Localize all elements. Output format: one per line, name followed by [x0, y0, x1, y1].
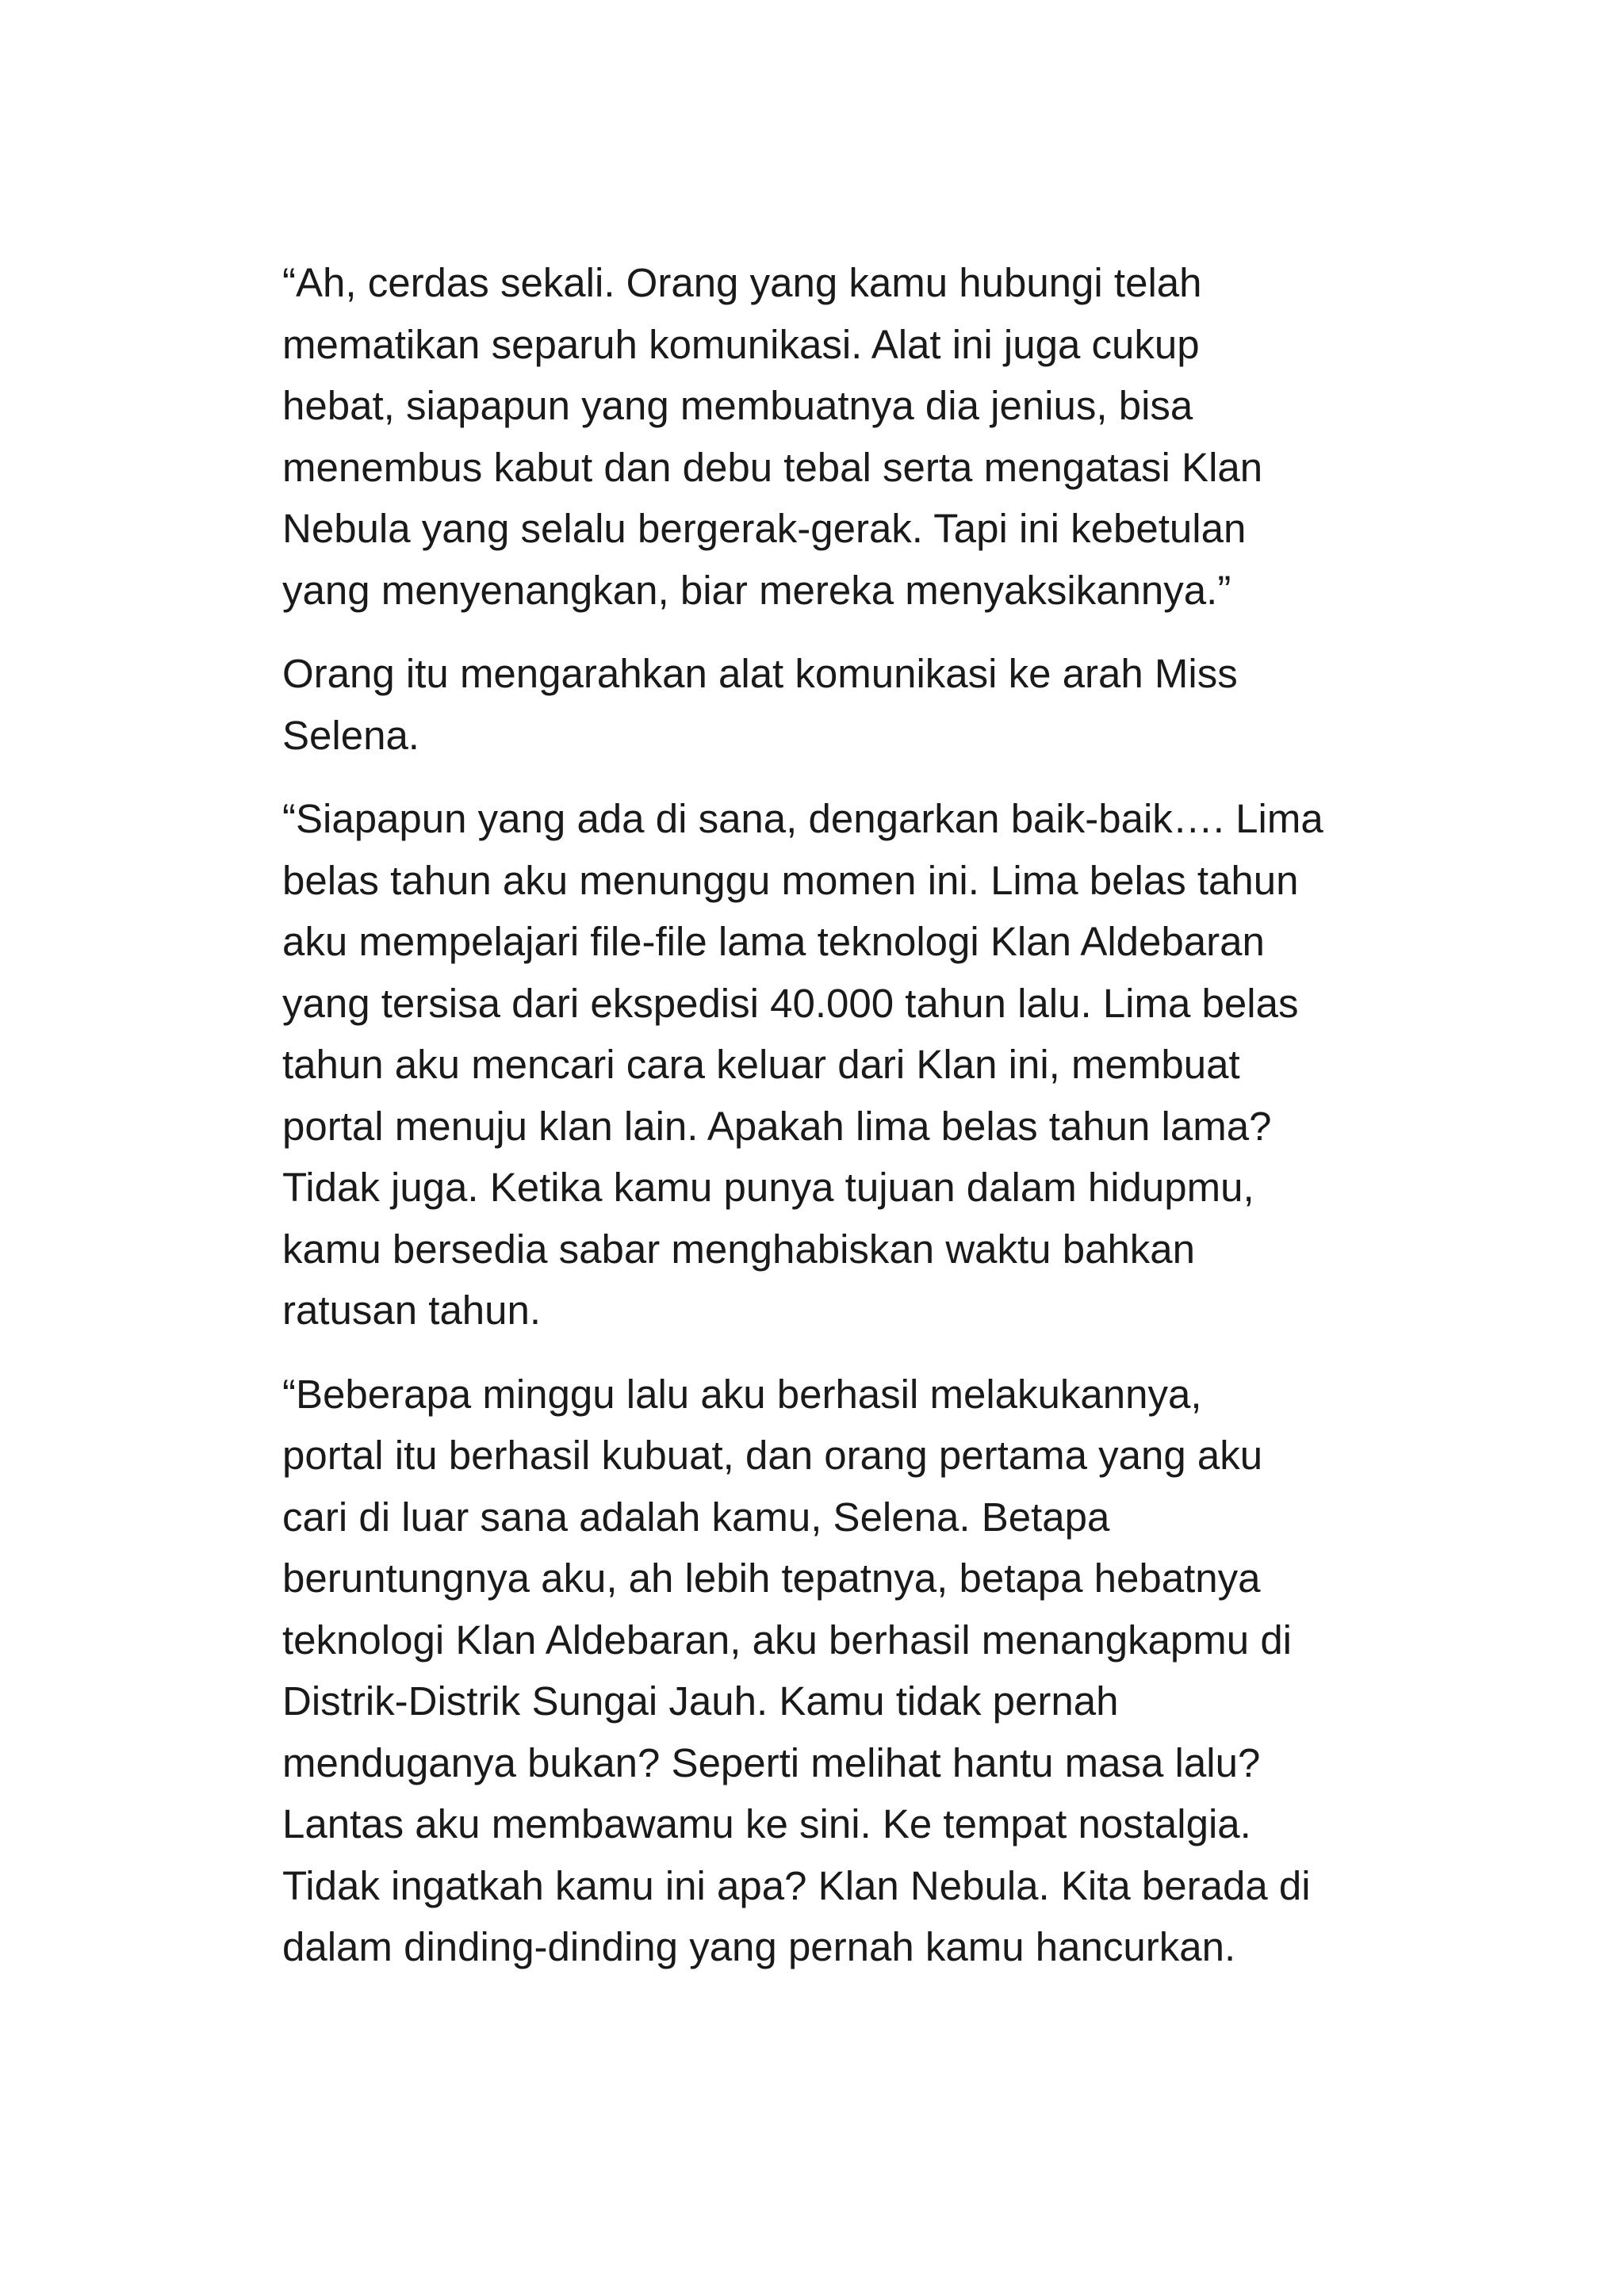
paragraph-2: Orang itu mengarahkan alat komunikasi ke arah Miss Selena.: [282, 651, 1238, 758]
paragraph-1: “Ah, cerdas sekali. Orang yang kamu hubungi telah mematikan separuh komunikasi. Alat ini juga cukup hebat, siapapun yang membuatnya dia jenius, bisa menembus kabut dan debu tebal serta mengatasi Klan Nebula yang selalu bergerak-gerak. Tapi ini kebetulan yang menyenangkan, biar mereka menyaksikannya.”: [282, 260, 1263, 613]
paragraph-4: “Beberapa minggu lalu aku berhasil melakukannya, portal itu berhasil kubuat, dan orang pertama yang aku cari di luar sana adalah kamu, Selena. Betapa beruntungnya aku, ah lebih tepatnya, betapa hebatnya teknologi Klan Aldebaran, aku berhasil menangkapmu di Distrik-Distrik Sungai Jauh. Kamu tidak pernah menduganya bukan? Seperti melihat hantu masa lalu? Lantas aku membawamu ke sini. Ke tempat nostalgia. Tidak ingatkah kamu ini apa? Klan Nebula. Kita berada di dalam dinding-dinding yang pernah kamu hancurkan.: [282, 1371, 1311, 1969]
paragraph-3: “Siapapun yang ada di sana, dengarkan baik-baik…. Lima belas tahun aku menunggu momen ini. Lima belas tahun aku mempelajari file-file lama teknologi Klan Aldebaran yang tersisa dari ekspedisi 40.000 tahun lalu. Lima belas tahun aku mencari cara keluar dari Klan ini, membuat portal menuju klan lain. Apakah lima belas tahun lama? Tidak juga. Ketika kamu punya tujuan dalam hidupmu, kamu bersedia sabar menghabiskan waktu bahkan ratusan tahun.: [282, 796, 1323, 1333]
body-text: [282, 252, 1361, 1978]
